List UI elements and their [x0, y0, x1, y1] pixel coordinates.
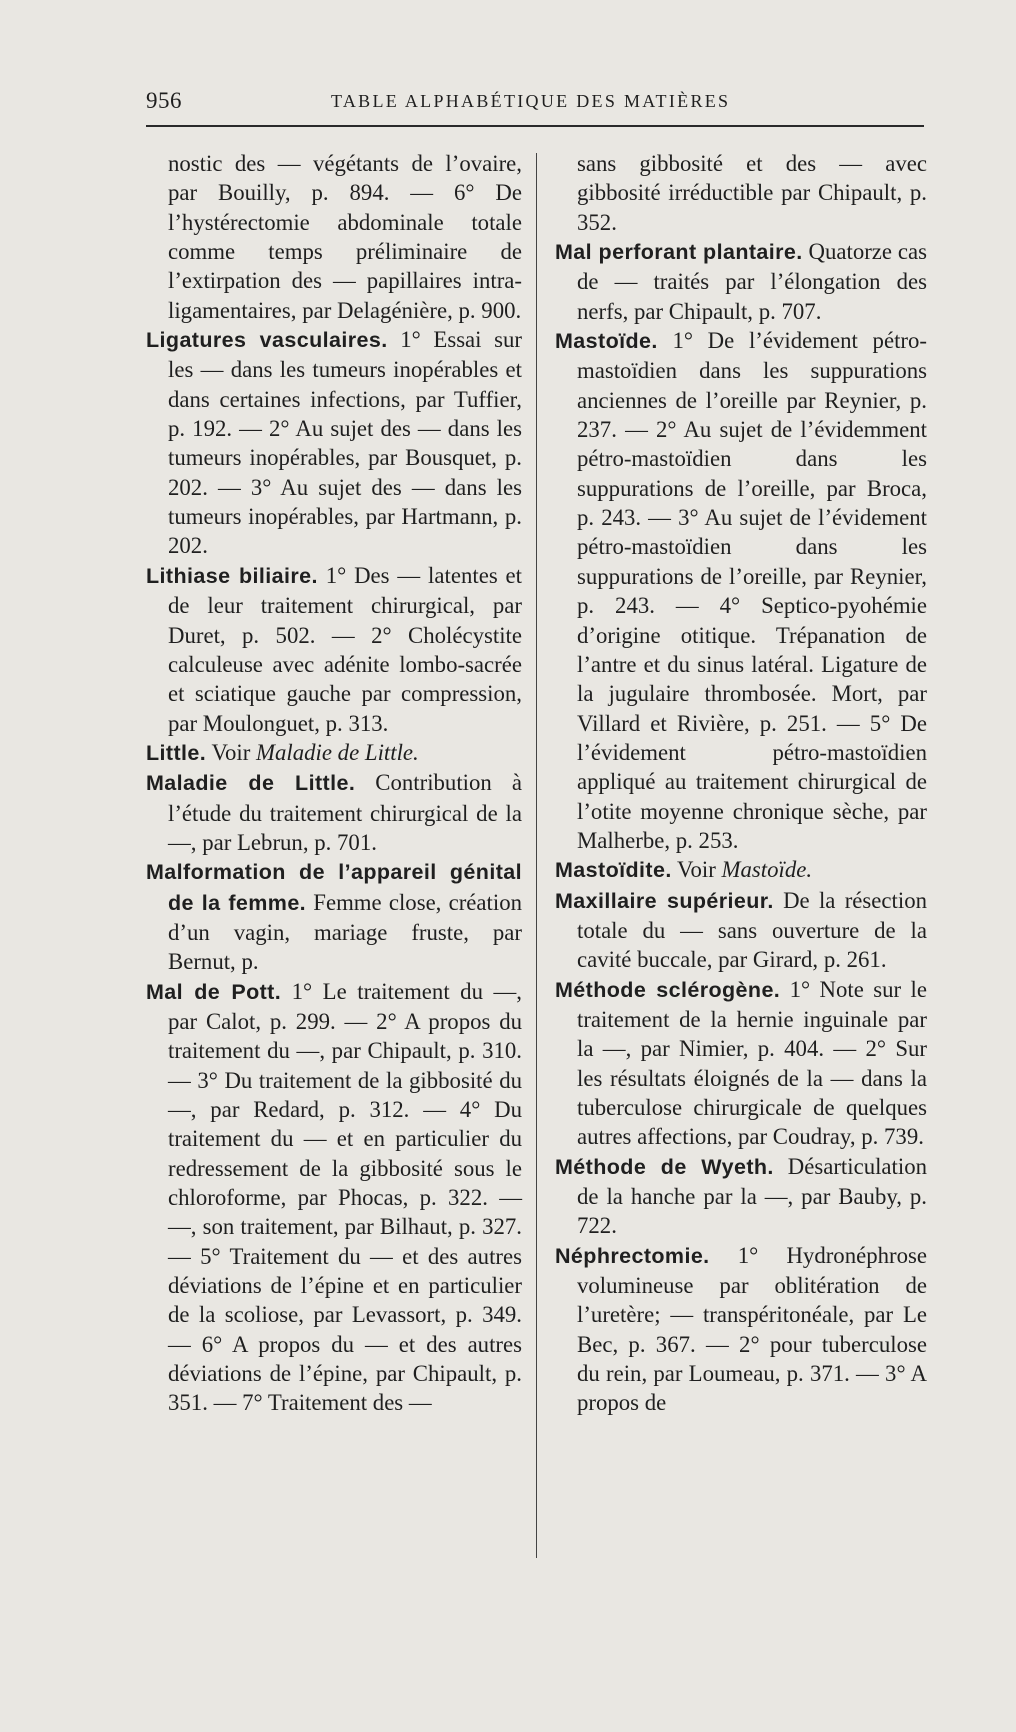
index-entry: [555, 237, 927, 326]
index-entry: [146, 738, 522, 768]
entry-heading: Méthode sclérogène.: [555, 977, 781, 1002]
index-entry: [146, 325, 522, 561]
entry-heading: Méthode de Wyeth.: [555, 1154, 774, 1179]
running-title: TABLE ALPHABÉTIQUE DES MATIÈRES: [331, 91, 731, 111]
entry-heading: Mastoïde.: [555, 329, 658, 354]
right-column: [555, 149, 927, 1418]
entry-heading: Mal de Pott.: [146, 979, 282, 1004]
entry-text: 1° Note sur le traitement de la hernie inguinale par la —, par Nimier, p. 404. — 2° Sur les résultats éloignés de la — dans la tuberculose chirurgicale de quelques autres affections, par Coudray, p. 739.: [577, 976, 927, 1150]
entry-text: Quatorze cas de — traités par l’élongation des nerfs, par Chipault, p. 707.: [577, 239, 927, 324]
entry-heading: Mal perforant plantaire.: [555, 240, 803, 265]
entry-see-target: Maladie de Little.: [256, 739, 419, 765]
entry-heading: Maladie de Little.: [146, 771, 356, 796]
entry-text: 1° Le traitement du —, par Calot, p. 299. — 2° A propos du traitement du —, par Chipault, p. 310. — 3° Du traitement de la gibbosité du —, par Redard, p. 312. — 4° Du traitement du — et en particulier du redressement de la gibbosité sous le chloroforme, par Phocas, p. 322. — —, son traitement, par Bilhaut, p. 327. — 5° Traitement du — et des autres déviations de l’épine et en particulier de la scoliose, par Levassort, p. 349. — 6° A propos du — et des autres déviations de l’épine, par Chipault, p. 351. — 7° Traitement des —: [168, 978, 523, 1416]
index-entry: [555, 855, 927, 885]
page-number: 956: [146, 88, 182, 113]
entry-text: 1° Des — latentes et de leur traitement chirurgical, par Duret, p. 502. — 2° Cholécystite calculeuse avec adénite lombo-sacrée et sciatique gauche par compression, par Moulonguet, p. 313.: [168, 562, 522, 736]
entry-see-label: Voir: [211, 739, 256, 765]
entry-text: 1° Hydronéphrose volumineuse par oblitération de l’uretère; — transpéritonéale, par Le Bec, p. 367. — 2° pour tuberculose du rein, par Loumeau, p. 371. — 3° A propos de: [577, 1242, 928, 1416]
page-header: [146, 88, 924, 118]
index-entry: [555, 975, 927, 1152]
index-entry: [555, 1241, 927, 1418]
left-continuation-text: nostic des — végétants de l’ovaire, par Bouilly, p. 894. — 6° De l’hystérectomie abdominale totale comme temps préliminaire de l’extirpation des — papillaires intra-ligamentaires, par Delagénière, p. 900.: [168, 151, 522, 323]
entry-see-target: Mastoïde.: [721, 857, 813, 883]
entry-heading: Mastoïdite.: [555, 858, 672, 883]
entry-text: 1° Essai sur les — dans les tumeurs inopérables et dans certaines infections, par Tuffier, p. 192. — 2° Au sujet des — dans les tumeurs inopérables, par Bousquet, p. 202. — 3° Au sujet des — dans les tumeurs inopérables, par Hartmann, p. 202.: [168, 327, 523, 559]
index-entry: [555, 326, 927, 855]
right-continuation-text: sans gibbosité et des — avec gibbosité irréductible par Chipault, p. 352.: [577, 151, 927, 235]
entry-see-label: Voir: [676, 857, 722, 883]
entry-text: Désarticulation de la hanche par la —, par Bauby, p. 722.: [577, 1153, 928, 1239]
index-entry: [146, 977, 522, 1418]
left-column: [146, 149, 522, 1418]
entry-text: 1° De l’évidement pétro-mastoïdien dans les suppurations anciennes de l’oreille par Reynier, p. 237. — 2° Au sujet de l’évidemment pétro-mastoïdien dans les suppurations de l’oreille, par Broca, p. 243. — 3° Au sujet de l’évidement pétro-mastoïdien dans les suppurations de l’oreille, par Reynier, p. 243. — 4° Septico-pyohémie d’origine otitique. Trépanation de l’antre et du sinus latéral. Ligature de la jugulaire thrombosée. Mort, par Villard et Rivière, p. 251. — 5° De l’évidement pétro-mastoïdien appliqué au traitement chirurgical de l’otite moyenne chronique sèche, par Malherbe, p. 253.: [577, 328, 927, 853]
entry-heading: Little.: [146, 740, 207, 765]
entry-heading: Maxillaire supérieur.: [555, 888, 774, 913]
entry-heading: Malformation de l’appareil génital de la femme.: [146, 860, 522, 915]
index-entry: [146, 768, 522, 857]
entry-heading: Néphrectomie.: [555, 1243, 710, 1268]
index-entry: [555, 886, 927, 975]
entry-text: Contribution à l’étude du traitement chirurgical de la —, par Lebrun, p. 701.: [168, 770, 522, 855]
header-rule: [146, 125, 924, 127]
entry-heading: Lithiase biliaire.: [146, 563, 318, 588]
entry-text: De la résection totale du — sans ouverture de la cavité buccale, par Girard, p. 261.: [577, 887, 927, 973]
entry-heading: Ligatures vasculaires.: [146, 328, 388, 353]
index-entry: [555, 1152, 927, 1241]
column-divider: [536, 153, 537, 1558]
entry-text: Femme close, création d’un vagin, mariage fruste, par Bernut, p.: [168, 889, 522, 975]
index-entry: [146, 857, 522, 976]
index-entry: [146, 561, 522, 738]
